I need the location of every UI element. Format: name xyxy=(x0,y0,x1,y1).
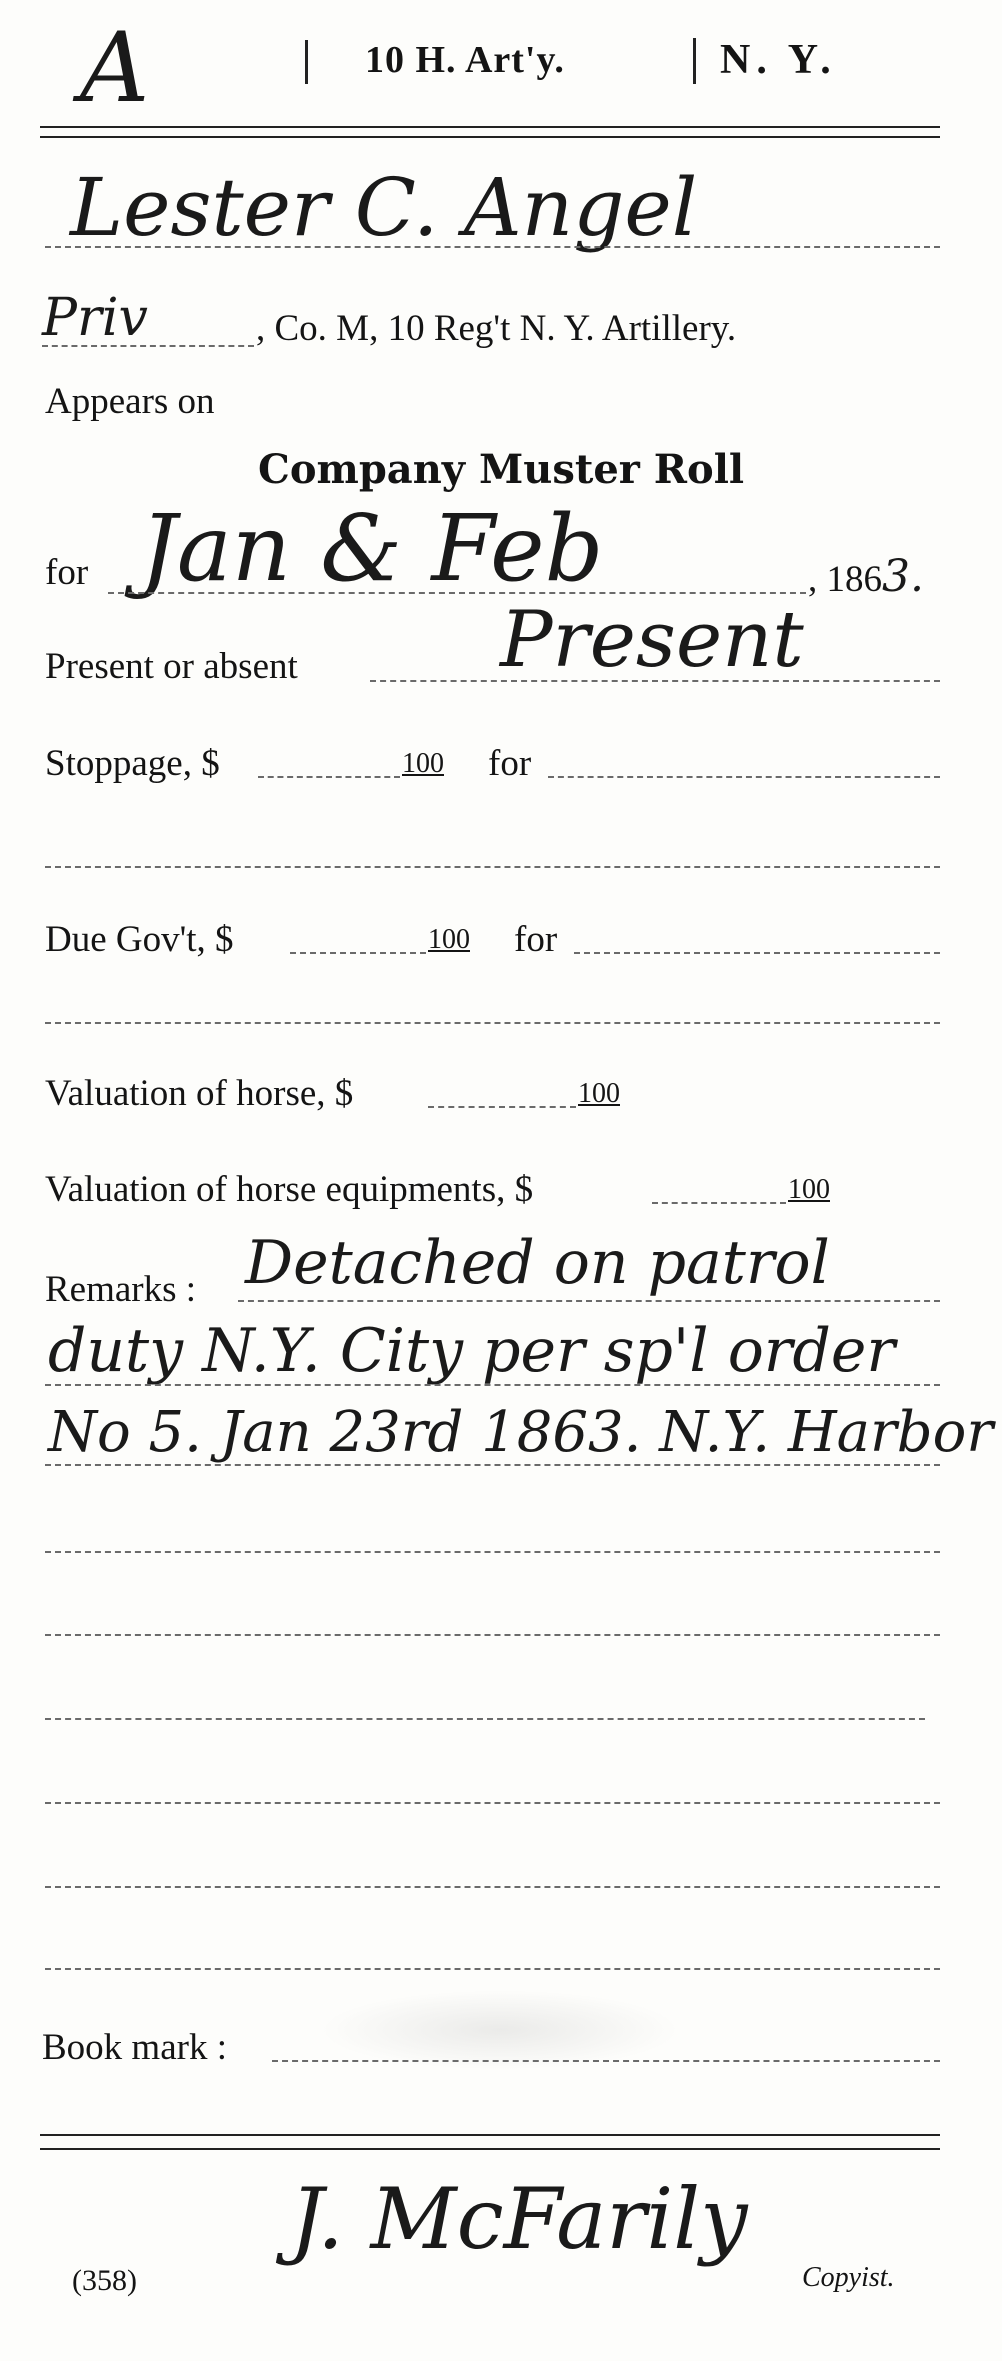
blank-line-6 xyxy=(45,1968,940,1970)
stoppage-amount-line xyxy=(258,776,400,778)
presence-label: Present or absent xyxy=(45,646,298,687)
header-rule-bottom xyxy=(40,136,940,138)
blank-line-3 xyxy=(45,1718,925,1720)
period-year-digit: 3. xyxy=(882,551,924,602)
header-letter: A xyxy=(80,12,150,124)
due-govt-for-line xyxy=(574,952,940,954)
valuation-equipment-cents: 100 xyxy=(788,1174,830,1205)
form-number: (358) xyxy=(72,2264,137,2297)
stoppage-for: for xyxy=(488,743,532,784)
valuation-horse-line xyxy=(428,1106,576,1108)
copyist-label: Copyist. xyxy=(802,2262,895,2293)
book-mark-label: Book mark : xyxy=(42,2027,227,2068)
due-govt-amount-line xyxy=(290,952,426,954)
blank-line-1 xyxy=(45,1551,940,1553)
due-govt-for: for xyxy=(514,919,558,960)
due-govt-label: Due Gov't, $ xyxy=(45,919,234,960)
appears-on-label: Appears on xyxy=(45,381,215,422)
roll-title: Company Muster Roll xyxy=(258,446,745,493)
blank-line-4 xyxy=(45,1802,940,1804)
valuation-equipment-line xyxy=(652,1202,786,1204)
period-underline xyxy=(108,592,806,594)
period-label: for xyxy=(45,552,89,593)
soldier-name: Lester C. Angel xyxy=(70,161,698,254)
blank-line-5 xyxy=(45,1886,940,1888)
header-divider-left xyxy=(305,40,308,84)
soldier-rank: Priv xyxy=(42,288,148,348)
remarks-line-3: No 5. Jan 23rd 1863. N.Y. Harbor xyxy=(48,1400,994,1465)
signature: J. McFarily xyxy=(290,2170,748,2268)
presence-value: Present xyxy=(500,595,804,685)
remarks-label: Remarks : xyxy=(45,1269,197,1310)
due-govt-cents: 100 xyxy=(428,924,470,955)
stoppage-label: Stoppage, $ xyxy=(45,743,220,784)
valuation-horse-cents: 100 xyxy=(578,1078,620,1109)
header-rule-top xyxy=(40,126,940,128)
period-year-prefix: , 186 xyxy=(808,559,882,600)
name-underline xyxy=(45,246,940,248)
remarks-line-2: duty N.Y. City per sp'l order xyxy=(48,1316,896,1386)
remarks-underline-2 xyxy=(45,1384,940,1386)
header-state: N. Y. xyxy=(720,37,837,83)
footer-rule-top xyxy=(40,2134,940,2136)
header-divider-right xyxy=(693,38,696,84)
period-year xyxy=(808,551,924,602)
company-line: , Co. M, 10 Reg't N. Y. Artillery. xyxy=(256,308,737,349)
faded-stamp xyxy=(320,1990,680,2070)
valuation-equipment-label: Valuation of horse equipments, $ xyxy=(45,1169,534,1210)
rank-underline xyxy=(42,345,254,347)
header-unit: 10 H. Art'y. xyxy=(365,39,565,81)
stoppage-second-line xyxy=(45,866,940,868)
remarks-underline-3 xyxy=(45,1464,940,1466)
valuation-horse-label: Valuation of horse, $ xyxy=(45,1073,354,1114)
footer-rule-bottom xyxy=(40,2148,940,2150)
due-govt-second-line xyxy=(45,1022,940,1024)
remarks-line-1: Detached on patrol xyxy=(245,1228,830,1298)
blank-line-2 xyxy=(45,1634,940,1636)
stoppage-for-line xyxy=(548,776,940,778)
stoppage-cents: 100 xyxy=(402,748,444,779)
remarks-underline-1 xyxy=(238,1300,940,1302)
period-value: Jan & Feb xyxy=(140,495,604,602)
